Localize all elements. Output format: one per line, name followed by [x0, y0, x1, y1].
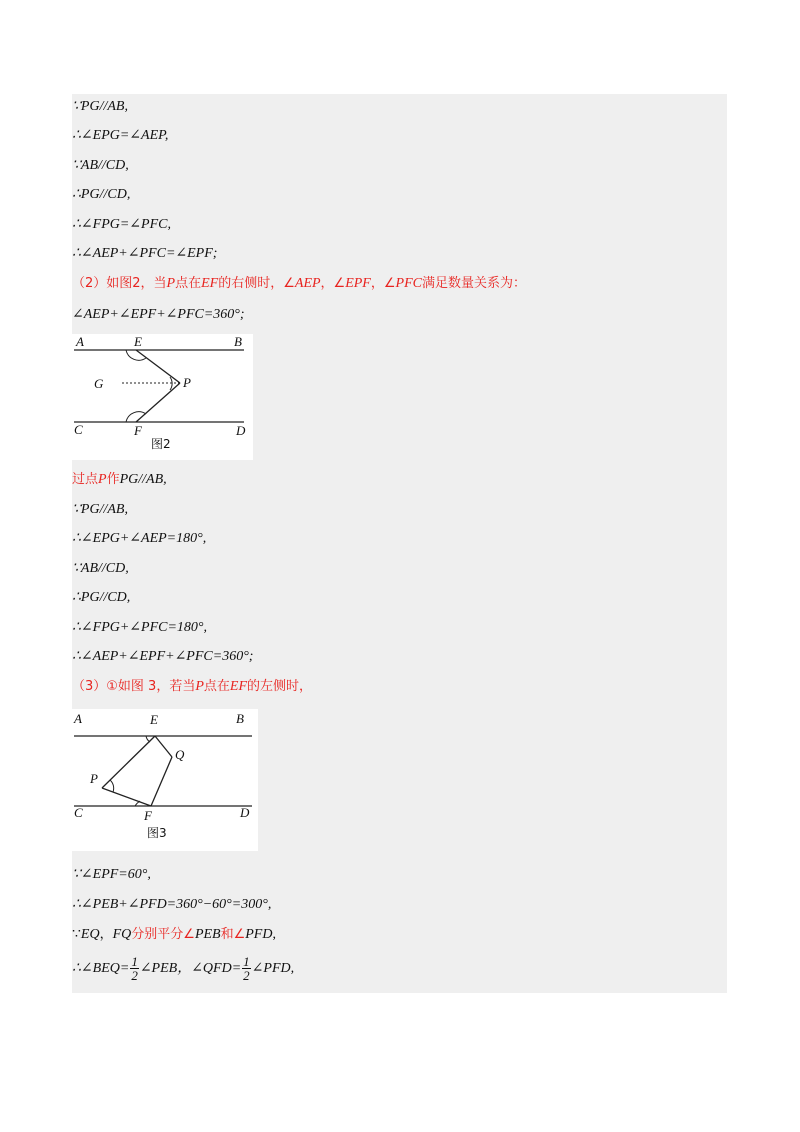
- figure-3-diagram: [72, 709, 258, 851]
- part2-proof-3: ∵AB//CD,: [72, 561, 129, 576]
- proof-line-6: ∴∠AEP+∠PFC=∠EPF;: [72, 246, 218, 261]
- fig3-label-D: D: [240, 805, 250, 820]
- part3-proof-4: ∴∠BEQ= $\frac{1}{2}$ ∠PEB，∠QFD= $\frac{1}{2}$ ∠PFD,: [72, 954, 295, 984]
- fig2-label-D: D: [236, 423, 246, 438]
- figure-2-diagram: [72, 334, 253, 460]
- fig3-label-F: F: [144, 808, 152, 823]
- part2-proof-6: ∴∠AEP+∠EPF+∠PFC=360°;: [72, 649, 254, 664]
- part2-proof-4: ∴PG//CD,: [72, 590, 131, 605]
- part3-heading: （3）①如图 3，若当P点在EF的左侧时，: [72, 679, 313, 694]
- fig3-label-Q: Q: [175, 747, 185, 762]
- proof-line-2: ∴∠EPG=∠AEP,: [72, 128, 169, 143]
- fig3-caption: 图3: [147, 826, 167, 840]
- proof-line-3: ∵AB//CD,: [72, 158, 129, 173]
- fig3-label-C: C: [74, 805, 83, 820]
- fig3-label-P: P: [90, 771, 98, 786]
- part2-result: ∠AEP+∠EPF+∠PFC=360°;: [72, 307, 245, 322]
- fig3-label-B: B: [236, 711, 244, 726]
- solution-content: [72, 94, 727, 993]
- proof-line-5: ∴∠FPG=∠PFC,: [72, 217, 171, 232]
- part2-proof-1: ∵PG//AB,: [72, 502, 128, 517]
- part2-proof-2: ∴∠EPG+∠AEP=180°,: [72, 531, 207, 546]
- fig2-label-A: A: [76, 334, 84, 349]
- part3-proof-1: ∵∠EPF=60°,: [72, 867, 151, 882]
- part2-heading: （2）如图2，当P点在EF的右侧时，∠AEP，∠EPF，∠PFC满足数量关系为：: [72, 276, 526, 291]
- fig2-label-E: E: [134, 334, 142, 349]
- fig2-label-P: P: [183, 375, 191, 390]
- fig2-label-F: F: [134, 423, 142, 438]
- fraction-half-1: $\frac{1}{2}$: [131, 954, 138, 984]
- fig2-label-C: C: [74, 422, 83, 437]
- figure-3: [72, 709, 258, 851]
- figure-2: [72, 334, 253, 460]
- proof-line-1: ∵PG//AB,: [72, 99, 128, 114]
- fig3-label-E: E: [150, 712, 158, 727]
- fig3-label-A: A: [74, 711, 82, 726]
- fig2-caption: 图2: [151, 437, 171, 451]
- fig2-label-G: G: [94, 376, 104, 391]
- part3-proof-3: ∵EQ，FQ分别平分∠PEB和∠PFD,: [72, 927, 276, 942]
- fig2-label-B: B: [234, 334, 242, 349]
- construction-line: 过点P作PG//AB,: [72, 472, 167, 487]
- part2-proof-5: ∴∠FPG+∠PFC=180°,: [72, 620, 208, 635]
- proof-line-4: ∴PG//CD,: [72, 187, 131, 202]
- part3-proof-2: ∴∠PEB+∠PFD=360°−60°=300°,: [72, 897, 272, 912]
- fraction-half-2: $\frac{1}{2}$: [243, 954, 250, 984]
